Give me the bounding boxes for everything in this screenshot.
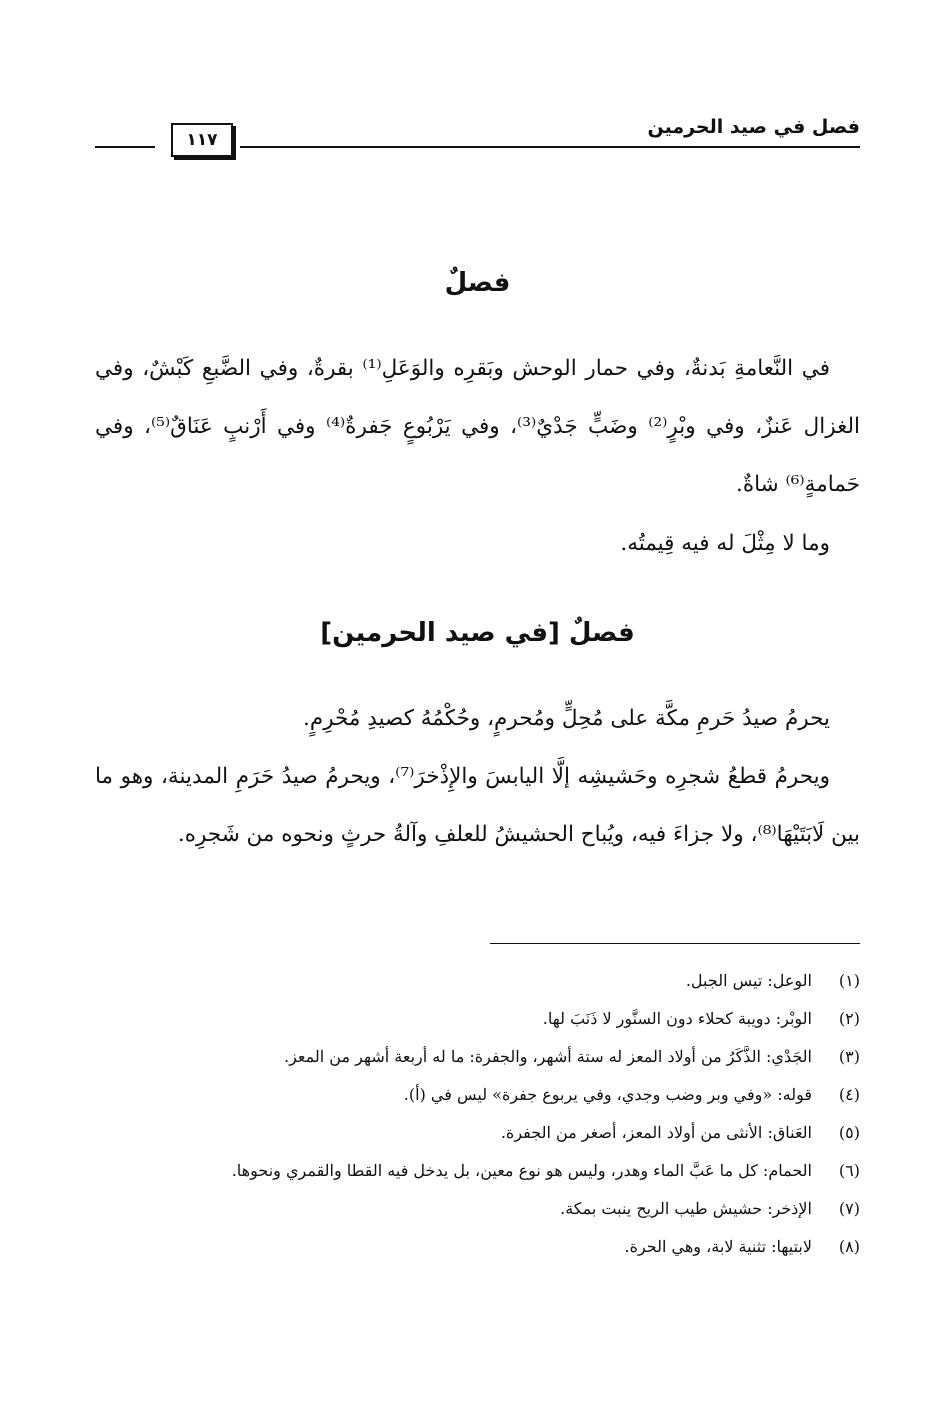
footnote (95, 1038, 860, 1076)
footnote-number: (١) (838, 971, 860, 990)
footnote-text: الوبْر: دويبة كحلاء دون السنَّور لا ذَنَبَ لها. (542, 1009, 812, 1028)
footnote (95, 962, 860, 1000)
footnote-text: الإذخر: حشيش طيب الريح ينبت بمكة. (560, 1199, 812, 1218)
running-header-title: فصل في صيد الحرمين (647, 116, 860, 138)
footnote-number: (٨) (838, 1237, 860, 1256)
running-header (95, 112, 860, 162)
footnote (95, 1076, 860, 1114)
footnotes (95, 962, 860, 1266)
footnote-text: الجَدْي: الذَّكَرُ من أولاد المعز له ستة أشهر، والجفرة: ما له أربعة أشهر من المعز. (284, 1047, 812, 1066)
footnote-text: العَناق: الأنثى من أولاد المعز، أصغر من الجفرة. (500, 1123, 812, 1142)
footnote-text: لابتيها: تثنية لابة، وهي الحرة. (624, 1237, 812, 1256)
footnote-text: الحمام: كل ما عَبَّ الماء وهدر، وليس هو نوع معين، بل يدخل فيه القطا والقمري ونحوها. (231, 1161, 812, 1180)
header-rule-right (240, 146, 860, 148)
section-title: فصلٌ (444, 268, 511, 298)
footnote-number: (٦) (838, 1161, 860, 1180)
footnote-number: (٥) (838, 1123, 860, 1142)
section-title: فصلٌ [في صيد الحرمين] (320, 618, 635, 648)
paragraph: في النَّعامةِ بَدنةٌ، وفي حمار الوحش وبَقرِه والوَعَلِ⁽¹⁾ بقرةٌ، وفي الضَّبعِ كَبْشٌ، وفي الغزال عَنزٌ، وفي وبْرٍ⁽²⁾ وضَبٍّ جَدْيٌ⁽³⁾، وفي يَرْبُوعٍ جَفرةٌ⁽⁴⁾ وفي أَرْنبٍ عَنَاقٌ⁽⁵⁾، وفي حَمامةٍ⁽⁶⁾ شاةٌ. (95, 356, 860, 497)
footnote-number: (٤) (838, 1085, 860, 1104)
paragraph: يحرمُ صيدُ حَرمِ مكَّة على مُحِلٍّ ومُحرمٍ، وحُكْمُهُ كصيدِ مُحْرِمٍ. (303, 706, 830, 731)
footnote-text: قوله: «وفي وبر وضب وجدي، وفي يربوع جفرة» ليس في (أ). (403, 1085, 812, 1104)
footnote (95, 1190, 860, 1228)
footnote-number: (٧) (838, 1199, 860, 1218)
section-body (95, 515, 860, 573)
footnote-number: (٣) (838, 1047, 860, 1066)
footnote-text: الوعل: تيس الجبل. (685, 971, 812, 990)
header-rule-left (95, 146, 155, 148)
footnote (95, 1000, 860, 1038)
page-number: ١١٧ (171, 123, 233, 157)
footnote (95, 1152, 860, 1190)
paragraph: وما لا مِثْلَ له فيه قِيمتُه. (620, 531, 830, 556)
footnote-separator (490, 943, 860, 944)
footnote-number: (٢) (838, 1009, 860, 1028)
section-body (95, 690, 860, 864)
paragraph: ويحرمُ قطعُ شجرِه وحَشيشِه إلَّا اليابسَ والإِذْخرَ⁽⁷⁾، ويحرمُ صيدُ حَرَمِ المدينة، وهو ما بين لَابَتَيْهَا⁽⁸⁾، ولا جزاءَ فيه، ويُباح الحشيشُ للعلفِ وآلةُ حرثٍ ونحوه من شَجرِه. (95, 764, 860, 847)
footnote (95, 1228, 860, 1266)
section-body (95, 340, 860, 514)
footnote (95, 1114, 860, 1152)
